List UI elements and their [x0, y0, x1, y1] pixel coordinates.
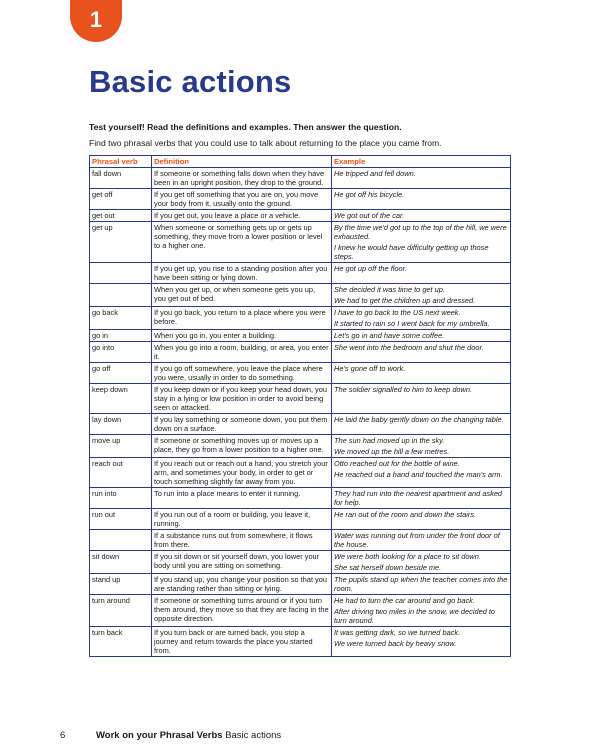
example-cell — [332, 168, 511, 189]
example-cell — [332, 627, 511, 657]
table-row — [90, 363, 511, 384]
definition-cell: If a substance runs out from somewhere, it flows from there. — [152, 530, 332, 551]
example-cell — [332, 210, 511, 222]
phrasal-verb-cell: go into — [90, 342, 152, 363]
header-phrasal-verb: Phrasal verb — [90, 156, 152, 168]
example-cell — [332, 488, 511, 509]
table-row — [90, 263, 511, 284]
table-row — [90, 458, 511, 488]
table-header-row — [90, 156, 511, 168]
phrasal-verb-cell: move up — [90, 435, 152, 458]
example-cell — [332, 595, 511, 627]
phrasal-verb-cell: go off — [90, 363, 152, 384]
phrasal-verb-cell: get out — [90, 210, 152, 222]
phrasal-verb-cell — [90, 263, 152, 284]
example-sentence: We were both looking for a place to sit down. — [334, 552, 481, 561]
table-row — [90, 342, 511, 363]
phrasal-verb-cell: run into — [90, 488, 152, 509]
example-sentence: I have to go back to the US next week. — [334, 308, 461, 317]
example-sentence: The pupils stand up when the teacher comes into the room. — [334, 575, 508, 593]
phrasal-verb-cell: sit down — [90, 551, 152, 574]
definition-cell: If someone or something moves up or moves up a place, they go from a lower position to a higher one. — [152, 435, 332, 458]
table-row — [90, 168, 511, 189]
definition-cell: When someone or something gets up or gets up something, they move from a lower position or level to a higher one. — [152, 222, 332, 263]
example-sentence: He laid the baby gently down on the changing table. — [334, 415, 504, 424]
definition-cell: When you get up, or when someone gets you up, you get out of bed. — [152, 284, 332, 307]
example-sentence: I knew he would have difficulty getting up those steps. — [334, 243, 489, 261]
table-row — [90, 551, 511, 574]
example-sentence: He reached out a hand and touched the man's arm. — [334, 470, 503, 479]
phrasal-verb-cell: run out — [90, 509, 152, 530]
example-cell — [332, 284, 511, 307]
definition-cell: If you get up, you rise to a standing position after you have been sitting or lying down. — [152, 263, 332, 284]
definition-cell: To run into a place means to enter it running. — [152, 488, 332, 509]
example-sentence: Otto reached out for the bottle of wine. — [334, 459, 460, 468]
table-row — [90, 284, 511, 307]
example-sentence: He got up off the floor. — [334, 264, 407, 273]
definition-cell: If someone or something falls down when they have been in an upright position, they drop to the ground. — [152, 168, 332, 189]
example-cell — [332, 342, 511, 363]
example-sentence: He's gone off to work. — [334, 364, 406, 373]
example-cell — [332, 530, 511, 551]
example-cell — [332, 307, 511, 330]
example-cell — [332, 551, 511, 574]
section-name: Basic actions — [225, 730, 282, 741]
definition-cell: If you turn back or are turned back, you stop a journey and return towards the place you started from. — [152, 627, 332, 657]
example-sentence: He got off his bicycle. — [334, 190, 405, 199]
example-cell — [332, 222, 511, 263]
example-cell — [332, 458, 511, 488]
definition-cell: If you run out of a room or building, you leave it, running. — [152, 509, 332, 530]
definition-cell: If you lay something or someone down, you put them down on a surface. — [152, 414, 332, 435]
example-sentence: It started to rain so I went back for my umbrella. — [334, 319, 490, 328]
example-cell — [332, 435, 511, 458]
table-row — [90, 509, 511, 530]
table-row — [90, 435, 511, 458]
example-cell — [332, 263, 511, 284]
table-row — [90, 210, 511, 222]
table-body — [90, 168, 511, 657]
phrasal-verb-cell: lay down — [90, 414, 152, 435]
table-row — [90, 595, 511, 627]
phrasal-verb-cell: go back — [90, 307, 152, 330]
example-sentence: The sun had moved up in the sky. — [334, 436, 445, 445]
example-sentence: He ran out of the room and down the stairs. — [334, 510, 477, 519]
phrasal-verb-cell: turn around — [90, 595, 152, 627]
example-sentence: The soldier signalled to him to keep down. — [334, 385, 473, 394]
example-sentence: Let's go in and have some coffee. — [334, 331, 445, 340]
phrasal-verb-cell: get off — [90, 189, 152, 210]
definition-cell: If you sit down or sit yourself down, you lower your body until you are sitting on something. — [152, 551, 332, 574]
table-row — [90, 307, 511, 330]
example-cell — [332, 363, 511, 384]
example-sentence: We got out of the car. — [334, 211, 405, 220]
example-sentence: She sat herself down beside me. — [334, 563, 442, 572]
example-sentence: We moved up the hill a few metres. — [334, 447, 450, 456]
phrasal-verb-cell: turn back — [90, 627, 152, 657]
phrasal-verb-cell: get up — [90, 222, 152, 263]
table-row — [90, 414, 511, 435]
example-sentence: He tripped and fell down. — [334, 169, 416, 178]
phrasal-verb-table — [89, 155, 511, 657]
phrasal-verb-cell — [90, 284, 152, 307]
phrasal-verb-cell: stand up — [90, 574, 152, 595]
example-sentence: By the time we'd got up to the top of the hill, we were exhausted. — [334, 223, 507, 241]
table-row — [90, 222, 511, 263]
table-row — [90, 574, 511, 595]
example-cell — [332, 509, 511, 530]
page-number: 6 — [60, 730, 66, 741]
book-title: Work on your Phrasal Verbs — [96, 730, 223, 741]
example-cell — [332, 189, 511, 210]
phrasal-verb-cell: keep down — [90, 384, 152, 414]
phrasal-verb-cell — [90, 530, 152, 551]
example-sentence: It was getting dark, so we turned back. — [334, 628, 461, 637]
example-cell — [332, 330, 511, 342]
header-definition: Definition — [152, 156, 332, 168]
phrasal-verb-cell: go in — [90, 330, 152, 342]
example-cell — [332, 414, 511, 435]
example-sentence: She decided it was time to get up. — [334, 285, 445, 294]
table-row — [90, 330, 511, 342]
question-text: Find two phrasal verbs that you could use to talk about returning to the place you came from. — [89, 138, 442, 148]
definition-cell: If you get off something that you are on, you move your body from it, usually onto the ground. — [152, 189, 332, 210]
example-sentence: He had to turn the car around and go back. — [334, 596, 475, 605]
example-sentence: We had to get the children up and dressed. — [334, 296, 476, 305]
definition-cell: If you reach out or reach out a hand, you stretch your arm, and sometimes your body, in order to get or touch something slightly far away from you. — [152, 458, 332, 488]
table-row — [90, 384, 511, 414]
definition-cell: When you go in, you enter a building. — [152, 330, 332, 342]
header-example: Example — [332, 156, 511, 168]
definition-cell: If you get out, you leave a place or a vehicle. — [152, 210, 332, 222]
phrasal-verb-cell: reach out — [90, 458, 152, 488]
table-row — [90, 530, 511, 551]
example-sentence: We were turned back by heavy snow. — [334, 639, 457, 648]
example-cell — [332, 384, 511, 414]
example-sentence: Water was running out from under the front door of the house. — [334, 531, 500, 549]
table-row — [90, 627, 511, 657]
table-row — [90, 189, 511, 210]
phrasal-verb-cell: fall down — [90, 168, 152, 189]
instructions: Test yourself! Read the definitions and examples. Then answer the question. — [89, 122, 402, 132]
definition-cell: If you go off somewhere, you leave the place where you were, usually in order to do something. — [152, 363, 332, 384]
definition-cell: When you go into a room, building, or area, you enter it. — [152, 342, 332, 363]
definition-cell: If someone or something turns around or if you turn them around, they move so that they are facing in the opposite direction. — [152, 595, 332, 627]
definition-cell: If you keep down or if you keep your head down, you stay in a lying or low position in order to avoid being seen or attacked. — [152, 384, 332, 414]
definition-cell: If you stand up, you change your position so that you are standing rather than sitting or lying. — [152, 574, 332, 595]
example-sentence: They had run into the nearest apartment and asked for help. — [334, 489, 503, 507]
example-cell — [332, 574, 511, 595]
unit-number-badge: 1 — [70, 0, 122, 42]
page-title: Basic actions — [89, 64, 292, 99]
definition-cell: If you go back, you return to a place where you were before. — [152, 307, 332, 330]
table-row — [90, 488, 511, 509]
example-sentence: She went into the bedroom and shut the door. — [334, 343, 484, 352]
example-sentence: After driving two miles in the snow, we decided to turn around. — [334, 607, 496, 625]
page-footer — [60, 730, 281, 741]
